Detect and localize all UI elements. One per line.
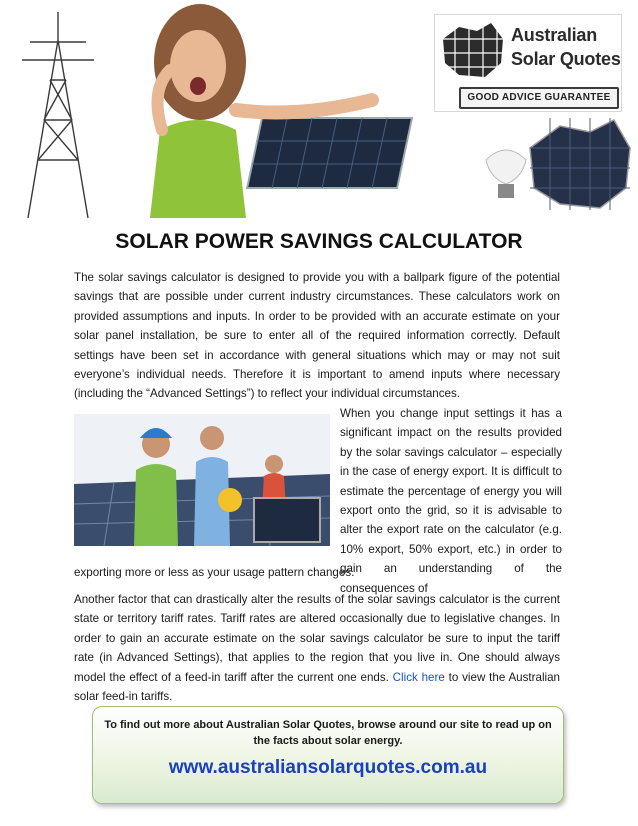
australia-map-icon [441, 21, 507, 79]
logo-line-1: Australian [511, 25, 598, 45]
workers-photo [74, 414, 330, 546]
intro-paragraph: The solar savings calculator is designed to provide you with a ballpark figure of the potential savings that are possible under current industry circumstances. These calculators work on provided assumptions and inputs. In order to be provided with an accurate estimate on your solar panel installation, be sure to enter all of the required information correctly. Default settings have been set in accordance with general situations which may or may not suit everyone’s individual needs. Therefore it is important to amend inputs where necessary (including the “Advanced Settings”) to reflect your individual circumstances. [74, 271, 560, 401]
cta-box [92, 706, 564, 804]
feed-in-tariff-link[interactable]: Click here [392, 670, 445, 684]
logo-line-2: Solar Quotes [511, 49, 621, 69]
tariff-text-before: Another factor that can drastically alter the results of the solar savings calculator is the current state or territory tariff rates. Tariff rates are altered occasionally due to legislative changes. In order to gain an accurate estimate on the solar savings calculator be sure to input the tariff rate (in Advanced Settings), that applies to the region that you live in. One should always model the effect of a feed-in tariff after the current one ends. [74, 593, 560, 684]
brand-logo [434, 14, 622, 112]
export-paragraph: When you change input settings it has a significant impact on the results provided by the solar savings calculator – especially in the case of energy export. It is difficult to estimate the percentage of energy you will export onto the grid, so it is advisable to alter the export rate on the calculator (e.g. 10% export, 50% export, etc.) in order to gain an understanding of the consequences of [340, 407, 562, 595]
tariff-text-after: to view the Australian solar feed-in tariffs. [74, 670, 560, 704]
tariff-paragraph [74, 590, 560, 706]
cta-text: To find out more about Australian Solar Quotes, browse around our site to read up on the facts about solar energy. [104, 719, 552, 747]
export-paragraph-tail: exporting more or less as your usage pattern changes. [74, 566, 355, 579]
page-title: SOLAR POWER SAVINGS CALCULATOR [115, 230, 523, 253]
logo-badge: GOOD ADVICE GUARANTEE [459, 87, 619, 109]
website-link[interactable]: www.australiansolarquotes.com.au [168, 757, 488, 778]
